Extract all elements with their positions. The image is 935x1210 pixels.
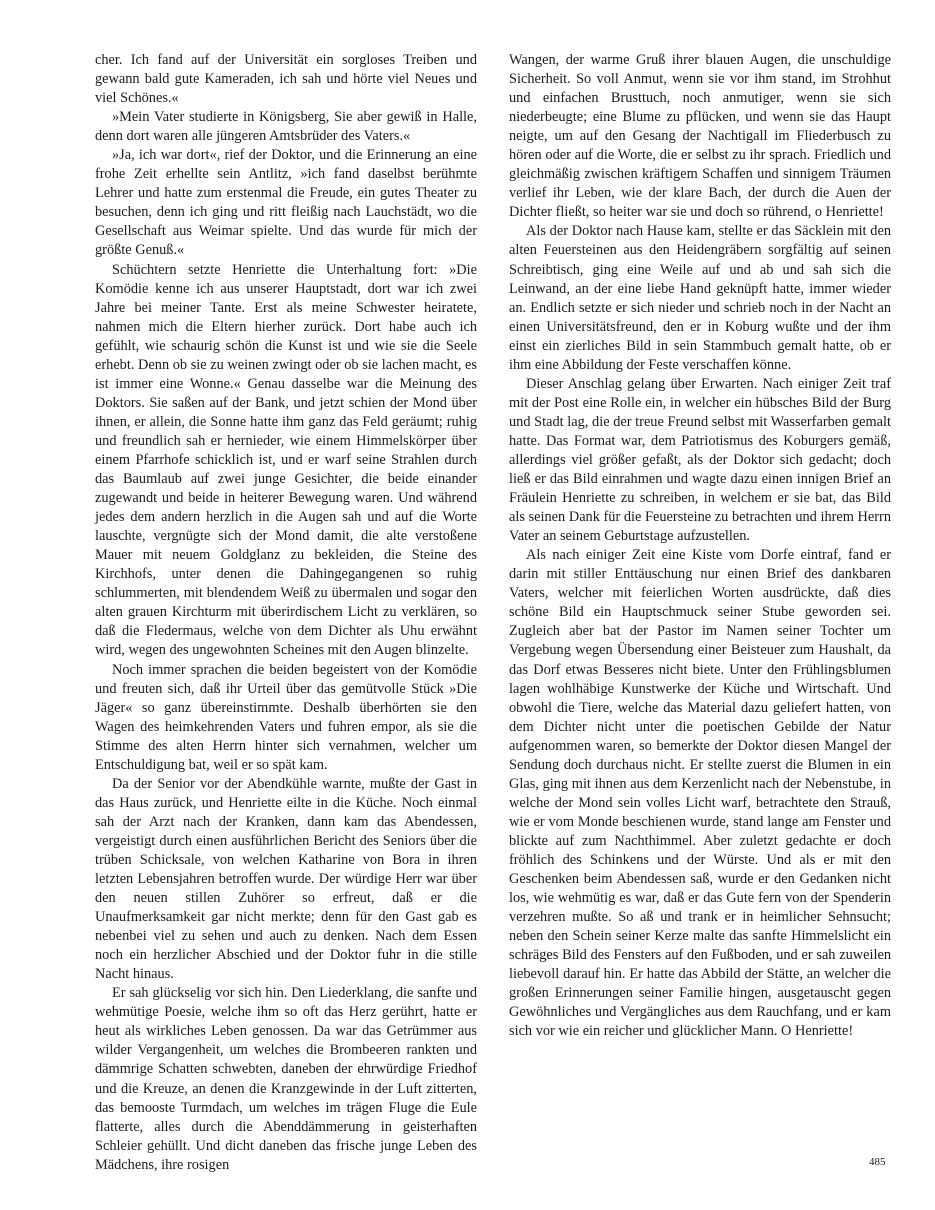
paragraph: Noch immer sprachen die beiden begeistert von der Komödie und freuten sich, daß ihr Urteil über das gemütvolle Stück »Die Jäger« so ganz übereinstimmte. Deshalb überhörten sie den Wagen des heimkehrenden Vaters und fuhren empor, als sie die Stimme des alten Herrn hinter sich vernahmen, welcher um Entschuldigung bat, weil er so spät kam. [95, 661, 477, 773]
page-number: 485 [869, 1156, 886, 1168]
right-text-column [509, 51, 891, 1041]
paragraph: Als der Doktor nach Hause kam, stellte er das Säcklein mit den alten Feuersteinen aus den Heidengräbern sorgfältig auf seinen Schreibtisch, ging eine Weile auf und ab und sah sich die Leinwand, an der eine liebe Hand geknüpft hatte, immer wieder an. Endlich setzte er sich nieder und schrieb noch in der Nacht an einen Universitätsfreund, den er in Koburg wußte und der ihm einst ein zierliches Bild in sein Stammbuch gemalt hatte, ob er ihm eine Abbildung der Feste verschaffen könne. [509, 223, 891, 373]
paragraph: Da der Senior vor der Abendkühle warnte, mußte der Gast in das Haus zurück, und Henriette eilte in die Küche. Noch einmal sah der Arzt nach der Kranken, dann kam das Abendessen, vergeistigt durch einen ausführlichen Bericht des Seniors über die trüben Schicksale, von welchen Katharine von Bora in ihren letzten Lebensjahren betroffen wurde. Der würdige Herr war über den neuen stillen Zuhörer so erfreut, daß er die Unaufmerksamkeit gar nicht merkte; denn für den Gast gab es nebenbei viel zu sehen und auch zu denken. Nach dem Essen noch ein herzlicher Abschied und der Doktor fuhr in die stille Nacht hinaus. [95, 775, 477, 983]
paragraph: cher. Ich fand auf der Universität ein sorgloses Treiben und gewann bald gute Kameraden, ich sah und hörte viel Neues und viel Schönes.« [95, 52, 477, 107]
paragraph: Wangen, der warme Gruß ihrer blauen Augen, die unschuldige Sicherheit. So voll Anmut, wenn sie vor ihm stand, im Strohhut und einfachen Brusttuch, noch anmutiger, wenn sie sich niederbeugte; eine Blume zu pflücken, und wenn sie das Haupt neigte, um auf den Gesang der Nachtigall im Fliederbusch zu hören oder auf die Worte, die er selbst zu ihr sprach. Friedlich und gleichmäßig zwischen kräftigem Schaffen und sinnigem Träumen verlief ihr Leben, wie der klare Bach, der durch die Auen der Dichter fließt, so heiter war sie und doch so rührend, o Henriette! [509, 52, 891, 221]
paragraph: Er sah glückselig vor sich hin. Den Liederklang, die sanfte und wehmütige Poesie, welche ihm so oft das Herz gerührt, hatte er heut als wirkliches Leben genossen. Da war das Getrümmer aus wilder Vergangenheit, um welches die Brombeeren rankten und dämmrige Schatten schwebten, daneben der ehrwürdige Friedhof und die Kreuze, an denen die Kranzgewinde in der Luft zitterten, das bemooste Turmdach, um welches im trägen Fluge die Eule flatterte, alles durch die Abenddämmerung in geisterhaften Schleier gehüllt. Und dicht daneben das frische junge Leben des Mädchens, ihre rosigen [95, 985, 477, 1173]
paragraph: »Ja, ich war dort«, rief der Doktor, und die Erinnerung an eine frohe Zeit erhellte sein Antlitz, »ich fand daselbst berühmte Lehrer und hatte zum erstenmal die Freude, ein gutes Theater zu besuchen, denn ich ging und ritt fleißig nach Lauchstädt, wo die Gesellschaft aus Weimar spielte. Und das wurde für mich der größte Genuß.« [95, 147, 477, 259]
left-text-column [95, 51, 477, 1175]
paragraph: Dieser Anschlag gelang über Erwarten. Nach einiger Zeit traf mit der Post eine Rolle ein, in welcher ein hübsches Bild der Burg und Stadt lag, die der treue Freund selbst mit Wasserfarben gemalt hatte. Das Format war, dem Patriotismus des Koburgers gemäß, allerdings viel größer gefaßt, als der Doktor sich gedacht; doch ließ er das Bild einrahmen und wagte dazu einen innigen Brief an Fräulein Henriette zu schreiben, in welchem er sie bat, das Bild als seinen Dank für die Feuersteine zu betrachten und ihrem Herrn Vater an seinem Geburtstage aufzustellen. [509, 375, 891, 545]
paragraph: Als nach einiger Zeit eine Kiste vom Dorfe eintraf, fand er darin mit stiller Enttäuschung nur einen Brief des dankbaren Vaters, welcher mit feierlichen Worten ausdrückte, daß dies schöne Bild ein Hauptschmuck seiner Stube geworden sei. Zugleich aber bat der Pastor im Namen seiner Tochter um Vergebung wegen Übersendung einer Beisteuer zum Haushalt, da das Dorf etwas Besseres nicht biete. Unter den Frühlingsblumen lagen wohlhäbige Kunstwerke der Küche und Wirtschaft. Und obwohl die Tiere, welche das Material dazu geliefert hatten, von dem Dichter nicht unter die poetischen Gebilde der Natur aufgenommen waren, so bemerkte der Doktor diesen Mangel der Sendung doch durchaus nicht. Er stellte zuerst die Blumen in ein Glas, ging mit ihnen aus dem Kerzenlicht nach der Nebenstube, in welche der Mond sein volles Licht warf, betrachtete den Strauß, wie er vom Monde beschienen wurde, stand lange am Fenster und blickte auf zum Nachthimmel. Aber zuletzt gedachte er doch fröhlich des Schinkens und der Würste. Und als er mit den Geschenken beim Abendessen saß, wurde er den Gedanken nicht los, wie wehmütig es war, daß er das Gute fern von der Spenderin verzehren mußte. So aß und trank er in heimlicher Sehnsucht; neben den Schein seiner Kerze malte das sanfte Himmelslicht ein schräges Bild des Fensters auf den Fußboden, und er sah zuweilen liebevoll darauf hin. Er hatte das Abbild der Stätte, an welcher die großen Erinnerungen seiner Familie hingen, ausgetauscht gegen Gewöhnliches und Vergängliches aus dem Rauchfang, und er kam sich vor wie ein reicher und glücklicher Mann. O Henriette! [509, 547, 891, 1040]
paragraph: »Mein Vater studierte in Königsberg, Sie aber gewiß in Halle, denn dort waren alle jüngeren Amtsbrüder des Vaters.« [95, 109, 477, 145]
paragraph: Schüchtern setzte Henriette die Unterhaltung fort: »Die Komödie kenne ich aus unserer Hauptstadt, dort war ich zwei Jahre bei meiner Tante. Erst als meine Schwester heiratete, nahmen mich die Eltern hierher zurück. Dort habe auch ich gefühlt, wie schaurig schön die Kunst ist und wie sie die Seele erhebt. Denn ob sie zu weinen zwingt oder ob sie lachen macht, es ist immer eine Wonne.« Genau dasselbe war die Meinung des Doktors. Sie saßen auf der Bank, und jetzt schien der Mond über ihnen, er allein, die Sonne hatte ihm ganz das Feld geräumt; ruhig und freundlich sah er hernieder, wie einem Himmelskörper über einem Pfarrhofe schicklich ist, und er warf seine Strahlen durch das Baumlaub auf zwei junge Gesichter, die beide einander zugewandt und beide in heiterer Bewegung waren. Und während jedes dem andern herzlich in die Augen sah und auf die Worte lauschte, vergnügte sich der Mond damit, die alte verstoßene Mauer mit neuem Goldglanz zu bekleiden, die Steine des Kirchhofs, unter denen die Dahingegangenen so ruhig schlummerten, mit blendendem Weiß zu übermalen und sogar den alten grauen Kirchturm mit überirdischem Licht zu verklären, so daß die Fledermaus, welche von dem Dichter als Uhu erwähnt wird, wegen des ungewohnten Scheines mit den Augen blinzelte. [95, 261, 477, 659]
